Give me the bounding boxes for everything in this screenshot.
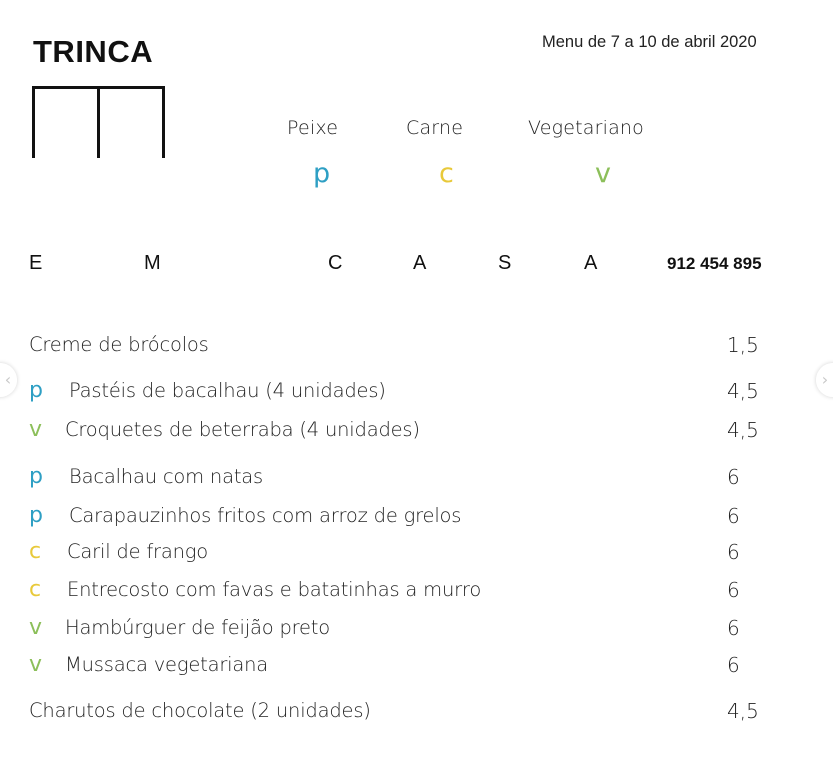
- menu-item-name: Caril de frango: [67, 540, 209, 563]
- menu-item-name: Charutos de chocolate (2 unidades): [29, 699, 371, 722]
- dessert-item: [0, 697, 833, 727]
- vegetariano-mark-icon: v: [29, 615, 43, 640]
- menu-item: [0, 502, 833, 532]
- legend-label-peixe: Peixe: [287, 117, 339, 139]
- menu-date-range: Menu de 7 a 10 de abril 2020: [542, 33, 757, 51]
- menu-item-price: 6: [727, 504, 740, 528]
- menu-item-price: 6: [727, 578, 740, 602]
- menu-item-name: Carapauzinhos fritos com arroz de grelos: [69, 504, 462, 527]
- menu-item-name: Bacalhau com natas: [69, 465, 263, 488]
- vegetariano-mark-icon: v: [29, 417, 43, 442]
- menu-item-name: Mussaca vegetariana: [65, 653, 269, 676]
- menu-item-price: 4,5: [727, 699, 759, 723]
- legend-label-carne: Carne: [406, 117, 464, 139]
- menu-item: [0, 538, 833, 568]
- tagline-letter: C: [328, 252, 343, 274]
- menu-item-price: 6: [727, 653, 740, 677]
- brand-name: TRINCA: [33, 34, 154, 69]
- peixe-mark-icon: p: [29, 503, 43, 528]
- menu-item: [0, 576, 833, 606]
- menu-item-price: 4,5: [727, 379, 759, 403]
- legend-mark-vegetariano: v: [595, 158, 611, 189]
- carne-mark-icon: c: [29, 577, 42, 602]
- menu-item-name: Croquetes de beterraba (4 unidades): [65, 418, 420, 441]
- menu-item-price: 6: [727, 465, 740, 489]
- phone-number: 912 454 895: [667, 254, 762, 273]
- chevron-left-icon: ‹: [4, 370, 12, 389]
- menu-item: [0, 416, 833, 446]
- menu-item: [0, 331, 833, 361]
- peixe-mark-icon: p: [29, 464, 43, 489]
- tagline-letter: A: [413, 252, 427, 274]
- menu-item-price: 4,5: [727, 418, 759, 442]
- menu-item-price: 1,5: [727, 333, 759, 357]
- menu-item-name: Pastéis de bacalhau (4 unidades): [69, 379, 386, 402]
- peixe-mark-icon: p: [29, 378, 43, 403]
- menu-item-name: Hambúrguer de feijão preto: [65, 616, 330, 639]
- menu-item-name: Creme de brócolos: [29, 333, 209, 356]
- legend-mark-carne: c: [439, 158, 454, 189]
- menu-item: [0, 651, 833, 681]
- vegetariano-mark-icon: v: [29, 652, 43, 677]
- tagline-letter: A: [584, 252, 598, 274]
- menu-item: [0, 377, 833, 407]
- menu-item-price: 6: [727, 616, 740, 640]
- legend-mark-peixe: p: [313, 158, 331, 189]
- menu-item-name: Entrecosto com favas e batatinhas a murro: [67, 578, 482, 601]
- chevron-right-icon: ›: [821, 370, 829, 389]
- carne-mark-icon: c: [29, 539, 42, 564]
- tagline-letter: S: [498, 252, 512, 274]
- menu-item-price: 6: [727, 540, 740, 564]
- tagline-letter: M: [144, 252, 161, 274]
- legend-label-vegetariano: Vegetariano: [528, 117, 644, 139]
- trinca-logo-icon: [32, 86, 165, 158]
- menu-item: [0, 614, 833, 644]
- tagline-letter: E: [29, 252, 43, 274]
- menu-item: [0, 463, 833, 493]
